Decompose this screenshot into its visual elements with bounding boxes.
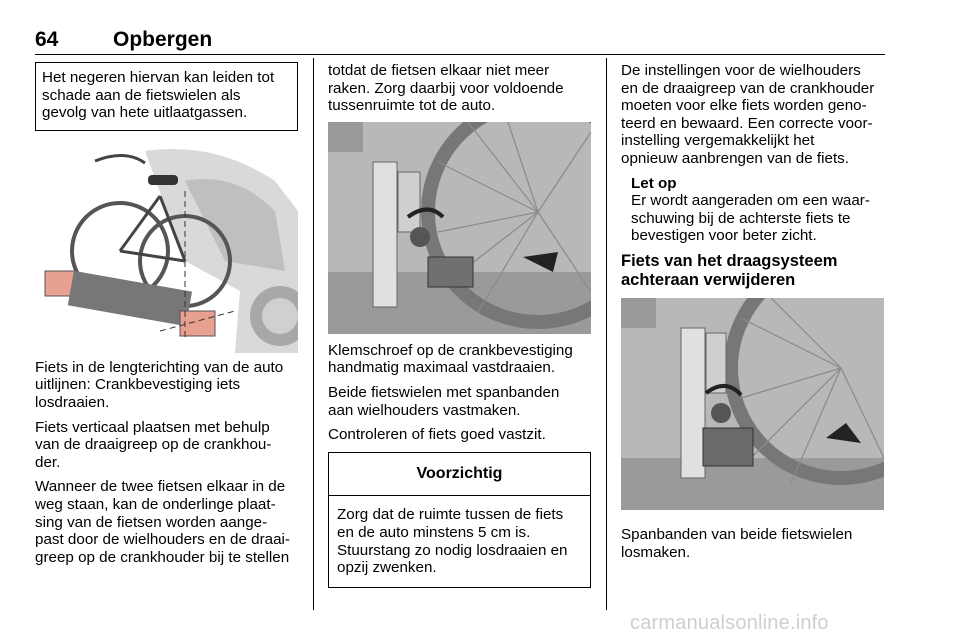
paragraph: Klemschroef op de crankbevestiging handmatig maximaal vastdraaien.: [328, 341, 573, 377]
warning-box: Het negeren hiervan kan leiden tot schade aan de fietswielen als gevolg van hete uitlaatgassen.: [35, 62, 298, 131]
paragraph: Spanbanden van beide fietswielen losmaken.: [621, 525, 853, 561]
header-divider: [35, 54, 885, 55]
column-divider-2: [606, 58, 607, 610]
column-1: [35, 62, 298, 573]
caution-box: [328, 452, 591, 588]
paragraph: De instellingen voor de wielhouders en de draaigreep van de crankhouder moeten voor elke fiets worden geno- teerd en bewaard. Een correcte voor- instelling vergemakkelijkt het opnieuw aanbrengen van de fiets.: [621, 62, 875, 167]
paragraph: Controleren of fiets goed vastzit.: [328, 426, 546, 444]
paragraph: Fiets in de lengterichting van de auto uitlijnen: Crankbevestiging iets losdraaien.: [35, 358, 284, 411]
page-number: 64: [35, 28, 59, 51]
page-title: Opbergen: [113, 28, 213, 51]
section-heading: Fiets van het draagsysteem achteraan verwijderen: [621, 251, 838, 289]
strap-release-illustration: [621, 298, 884, 510]
paragraph: Fiets verticaal plaatsen met behulp van de draaigreep op de crankhou- der.: [35, 418, 272, 471]
paragraph: totdat de fietsen elkaar niet meer raken. Zorg daarbij voor voldoende tussenruimte tot de auto.: [328, 62, 564, 115]
column-divider-1: [313, 58, 314, 610]
watermark: carmanualsonline.info: [630, 612, 829, 634]
caution-text: Zorg dat de ruimte tussen de fiets en de auto minstens 5 cm is. Stuurstang zo nodig losdraaien en opzij zwenken.: [337, 506, 568, 577]
column-2: [328, 62, 591, 588]
paragraph: Beide fietswielen met spanbanden aan wielhouders vastmaken.: [328, 383, 560, 419]
page-header: [35, 28, 885, 52]
caution-title: Voorzichtig: [329, 453, 590, 497]
note-text: Er wordt aangeraden om een waar- schuwing bij de achterste fiets te bevestigen voor beter zicht.: [631, 192, 870, 245]
bike-carrier-illustration: [35, 141, 298, 353]
crank-clamp-illustration: [328, 122, 591, 334]
note-block: [621, 175, 885, 245]
note-label: Let op: [631, 174, 677, 192]
paragraph: Wanneer de twee fietsen elkaar in de weg staan, kan de onderlinge plaat- sing van de fietsen worden aange- past door de wielhouders en de draai- greep op de crankhouder bij te stellen: [35, 478, 290, 566]
column-3: [621, 62, 885, 568]
